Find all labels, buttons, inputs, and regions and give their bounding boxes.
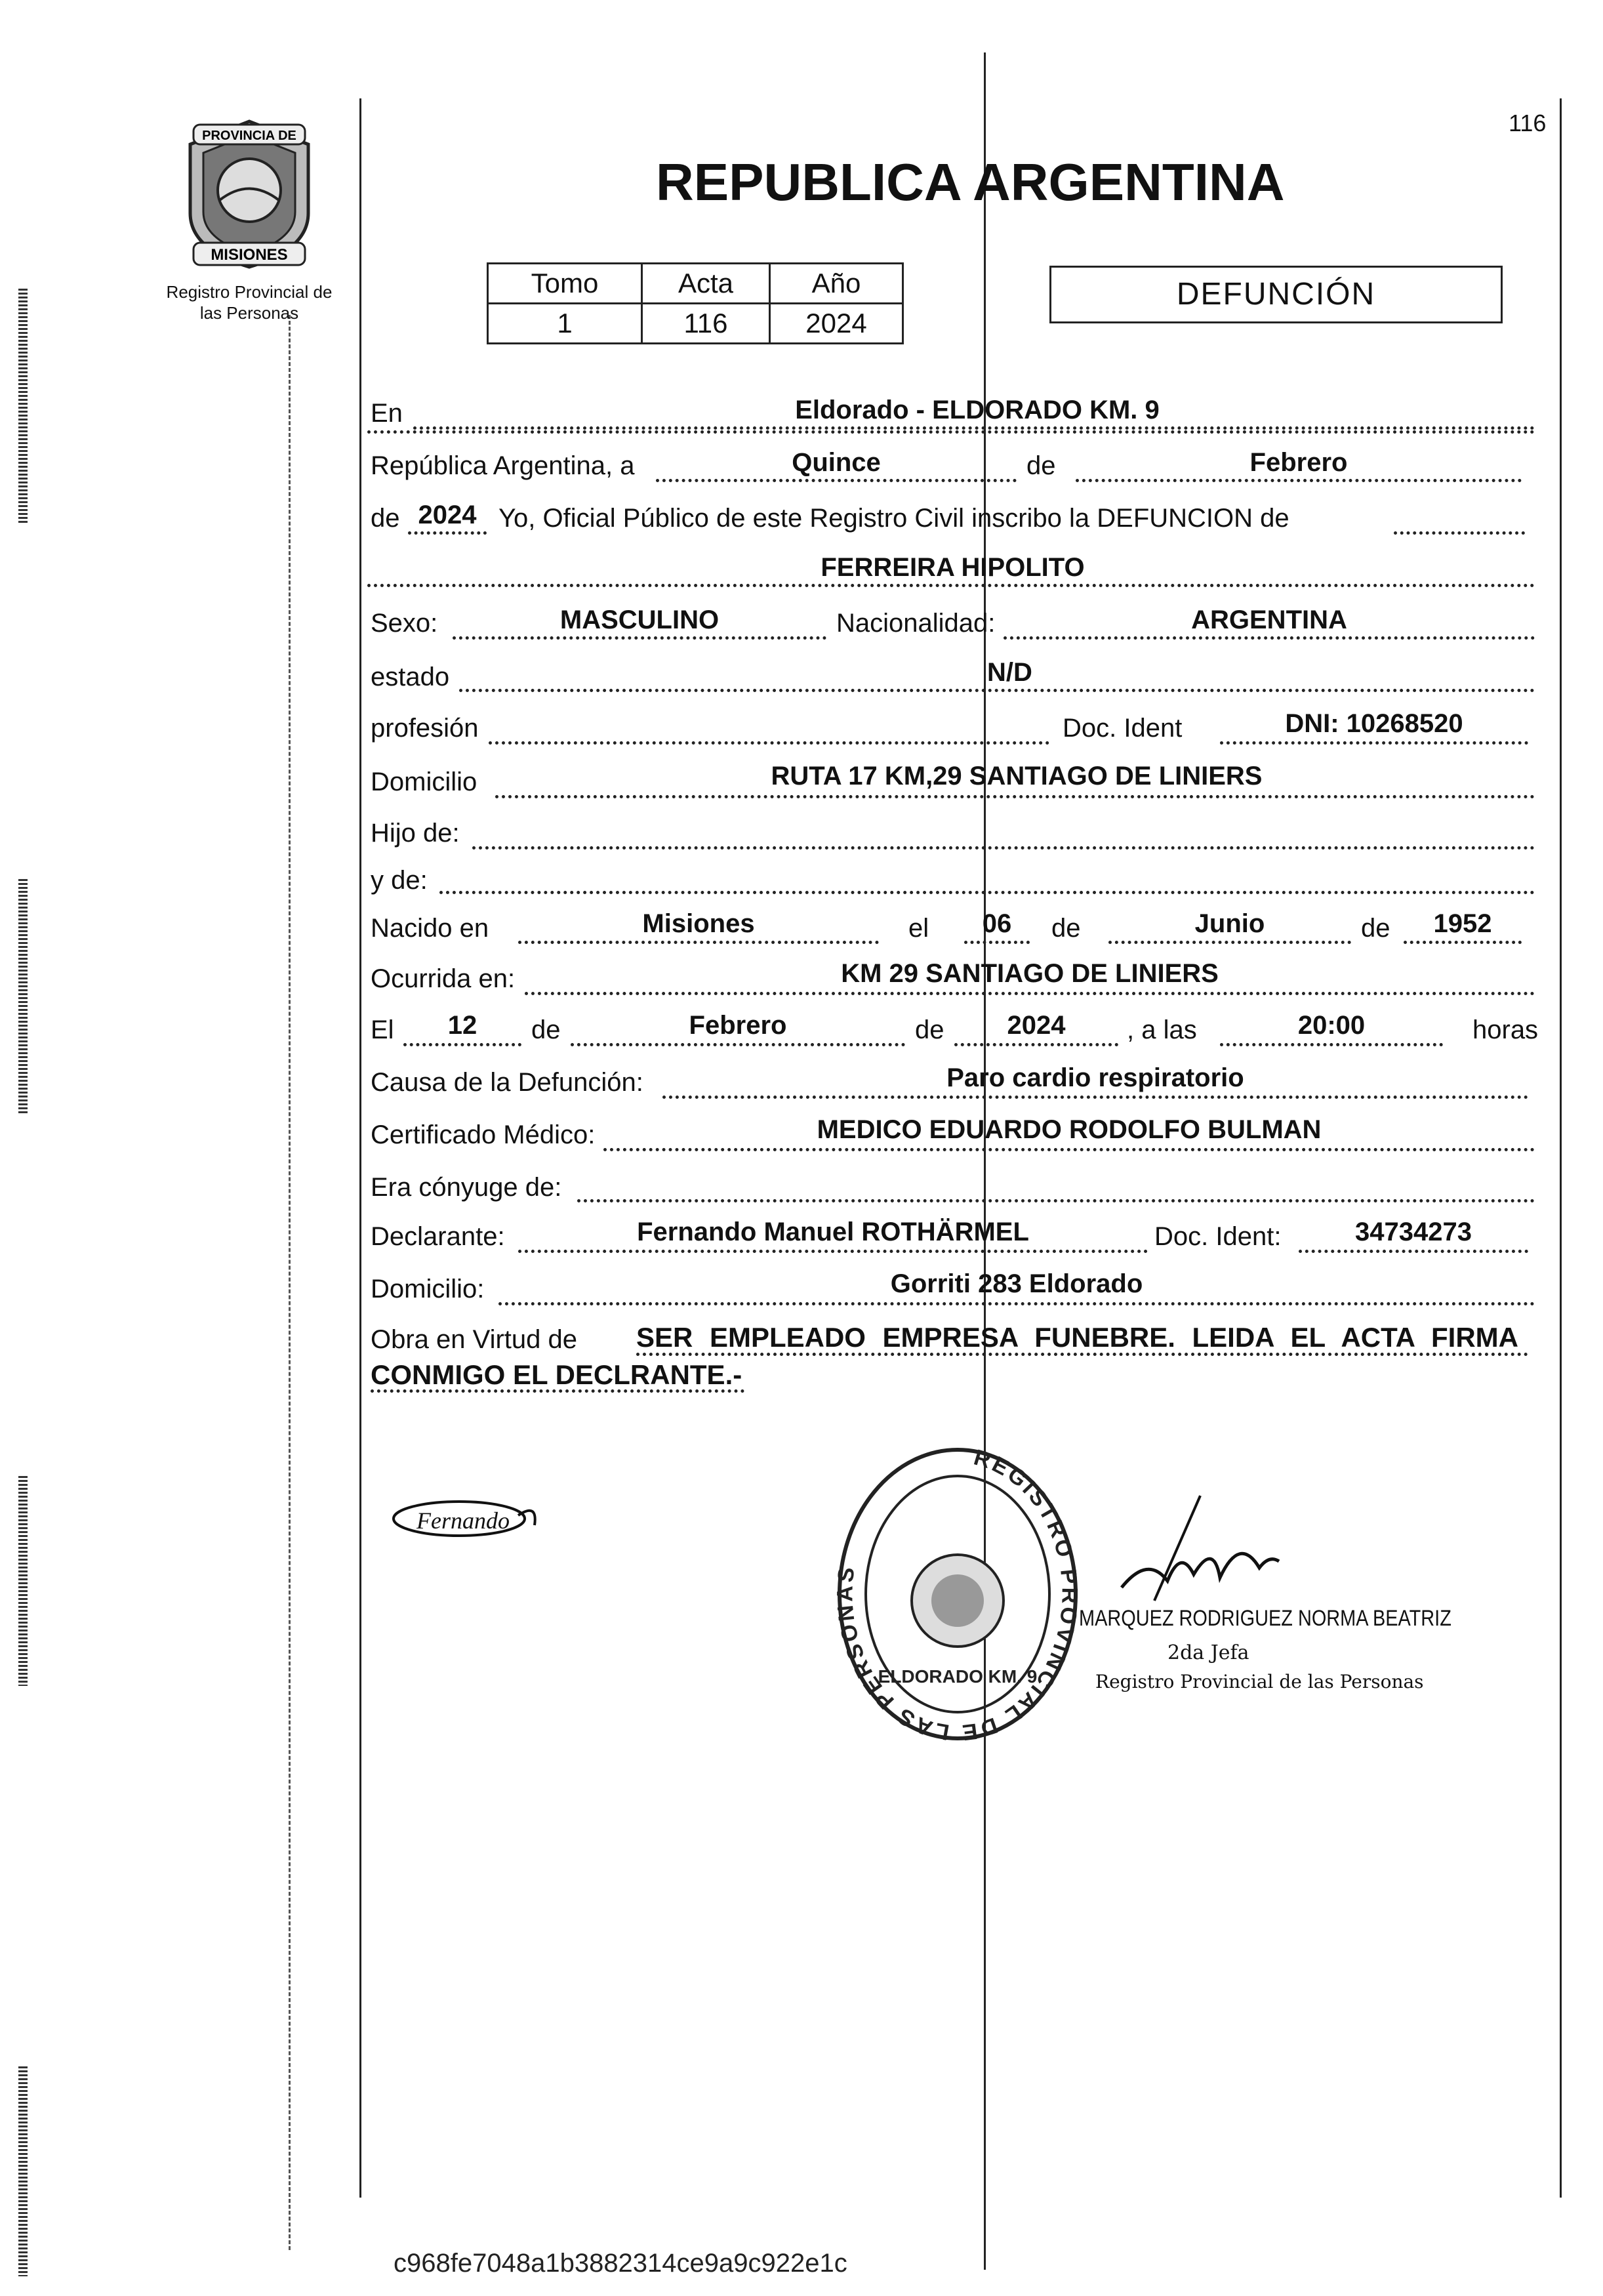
dotted-line (603, 1148, 1535, 1151)
dotted-line (1076, 479, 1522, 482)
page-title: REPUBLICA ARGENTINA (656, 153, 1285, 211)
dotted-line (489, 741, 1049, 745)
label-en: En (371, 399, 403, 428)
label-domicilio: Domicilio (371, 768, 477, 796)
label-de-mes-muerte: de (531, 1015, 561, 1044)
registry-name-line2: las Personas (199, 303, 299, 323)
registry-name: Registro Provincial de (166, 282, 333, 302)
province-crest (167, 115, 331, 272)
left-margin-line (359, 98, 361, 2198)
tomo-acta-table (487, 262, 904, 344)
value-nacido-dia: 06 (982, 909, 1012, 938)
fold-line (984, 52, 986, 2270)
label-domicilio-declarante: Domicilio: (371, 1275, 485, 1303)
svg-text:PROVINCIA DE: PROVINCIA DE (202, 129, 296, 143)
value-declarante: Fernando Manuel ROTHÄRMEL (637, 1218, 1029, 1246)
dotted-line (498, 1302, 1535, 1305)
label-sexo: Sexo: (371, 609, 438, 638)
label-causa: Causa de la Defunción: (371, 1068, 643, 1097)
value-nacionalidad: ARGENTINA (1191, 605, 1347, 634)
svg-text:REGISTRO PROVINCIAL DE LAS PER: REGISTRO PROVINCIAL DE LAS PERSONAS (832, 1445, 1082, 1746)
row-line (367, 430, 1535, 434)
tomo-value: 1 (488, 304, 642, 344)
document-type-box: DEFUNCIÓN (1049, 266, 1503, 323)
dotted-line (571, 1043, 905, 1046)
value-certificado: MEDICO EDUARDO RODOLFO BULMAN (817, 1115, 1322, 1144)
dotted-line (1220, 1043, 1443, 1046)
declarant-signature (387, 1489, 544, 1548)
value-anio: 2024 (418, 501, 477, 529)
dotted-line (518, 1250, 1148, 1253)
document-hash: c968fe7048a1b3882314ce9a9c922e1c (394, 2249, 847, 2278)
page-number: 116 (1509, 110, 1547, 136)
svg-text:Fernando: Fernando (416, 1507, 510, 1534)
official-stamp (826, 1437, 1089, 1752)
value-causa: Paro cardio respiratorio (946, 1063, 1244, 1092)
label-profesion: profesión (371, 714, 479, 743)
value-nacido-lugar: Misiones (642, 909, 755, 938)
label-ocurrida-en: Ocurrida en: (371, 964, 516, 993)
label-hijo-de: Hijo de: (371, 819, 460, 848)
label-de-anio-muerte: de (915, 1015, 944, 1044)
value-declarante-domicilio: Gorriti 283 Eldorado (890, 1269, 1143, 1298)
svg-text:ELDORADO KM. 9: ELDORADO KM. 9 (878, 1666, 1038, 1687)
value-dni: DNI: 10268520 (1285, 709, 1463, 738)
label-de-anio-nac: de (1361, 914, 1390, 943)
label-certificado: Certificado Médico: (371, 1120, 596, 1149)
value-muerte-mes: Febrero (689, 1011, 787, 1040)
value-nombre: FERREIRA HIPOLITO (821, 553, 1085, 582)
value-obra-line2: CONMIGO EL DECLRANTE.- (371, 1359, 742, 1390)
dotted-line (525, 992, 1535, 995)
dotted-line (371, 1389, 744, 1393)
value-hora: 20:00 (1297, 1011, 1366, 1040)
label-horas: horas (1472, 1015, 1539, 1044)
value-nacido-anio: 1952 (1433, 909, 1492, 938)
anio-value: 2024 (770, 304, 903, 344)
scan-artifact (18, 879, 28, 1115)
value-muerte-dia: 12 (447, 1011, 477, 1040)
dotted-line (453, 636, 826, 640)
dotted-line (408, 531, 487, 535)
acta-value: 116 (642, 304, 770, 344)
label-republica: República Argentina, a (371, 451, 635, 480)
dotted-line (403, 1043, 521, 1046)
dotted-line (577, 1199, 1535, 1202)
dotted-line (964, 941, 1030, 944)
dotted-line (1220, 741, 1528, 745)
dotted-line (413, 426, 1535, 430)
right-margin-line (1560, 98, 1562, 2198)
scan-artifact (18, 2066, 28, 2276)
acta-header: Acta (642, 264, 770, 304)
svg-text:MISIONES: MISIONES (211, 246, 288, 264)
label-obra: Obra en Virtud de (371, 1325, 578, 1354)
value-nacido-mes: Junio (1194, 909, 1265, 938)
dotted-line (518, 941, 879, 944)
label-nacido-en: Nacido en (371, 914, 489, 943)
label-de: de (1026, 451, 1056, 480)
official-signature (1108, 1489, 1305, 1614)
dotted-line (636, 1353, 1528, 1356)
value-estado: N/D (987, 658, 1032, 687)
signatory-title: 2da Jefa (1167, 1641, 1249, 1664)
dotted-line (662, 1096, 1528, 1099)
label-doc-ident-declarante: Doc. Ident: (1154, 1222, 1282, 1251)
value-lugar: Eldorado - ELDORADO KM. 9 (795, 396, 1160, 424)
label-estado: estado (371, 663, 450, 691)
value-domicilio: RUTA 17 KM,29 SANTIAGO DE LINIERS (771, 762, 1263, 790)
dotted-line (1404, 941, 1522, 944)
label-el: el (908, 914, 929, 943)
label-de-mes: de (1051, 914, 1081, 943)
label-el-cap: El (371, 1015, 394, 1044)
dotted-line (954, 1043, 1118, 1046)
value-sexo: MASCULINO (559, 605, 720, 634)
signatory-office: Registro Provincial de las Personas (1095, 1671, 1424, 1692)
scan-artifact (18, 1476, 28, 1686)
label-nacionalidad: Nacionalidad: (836, 609, 996, 638)
label-yo-oficial: Yo, Oficial Público de este Registro Civil inscribo la DEFUNCION de (498, 504, 1289, 533)
signatory-name: MARQUEZ RODRIGUEZ NORMA BEATRIZ (1079, 1606, 1451, 1631)
anio-header: Año (770, 264, 903, 304)
value-dia-letras: Quince (792, 448, 881, 477)
label-doc-ident: Doc. Ident (1063, 714, 1183, 743)
value-declarante-doc: 34734273 (1355, 1218, 1472, 1246)
left-dashed-margin (289, 315, 291, 2250)
dotted-line (1108, 941, 1351, 944)
dotted-line (495, 795, 1535, 798)
value-obra-line1: SER EMPLEADO EMPRESA FUNEBRE. LEIDA EL ACTA FIRMA (636, 1322, 1518, 1353)
dotted-line (1004, 636, 1535, 640)
dotted-line (472, 846, 1535, 850)
dotted-line (1394, 531, 1525, 535)
value-mes: Febrero (1249, 448, 1348, 477)
row-line (367, 584, 1535, 587)
dotted-line (1299, 1250, 1528, 1253)
value-muerte-anio: 2024 (1007, 1011, 1066, 1040)
value-ocurrida: KM 29 SANTIAGO DE LINIERS (841, 959, 1219, 988)
label-declarante: Declarante: (371, 1222, 505, 1251)
tomo-header: Tomo (488, 264, 642, 304)
dotted-line (439, 891, 1535, 894)
label-y-de: y de: (371, 866, 428, 895)
dotted-line (459, 689, 1535, 692)
dotted-line (656, 479, 1017, 482)
scan-artifact (18, 289, 28, 525)
label-a-las: , a las (1127, 1015, 1197, 1044)
label-conyuge: Era cónyuge de: (371, 1173, 562, 1202)
label-de-anio: de (371, 504, 400, 533)
